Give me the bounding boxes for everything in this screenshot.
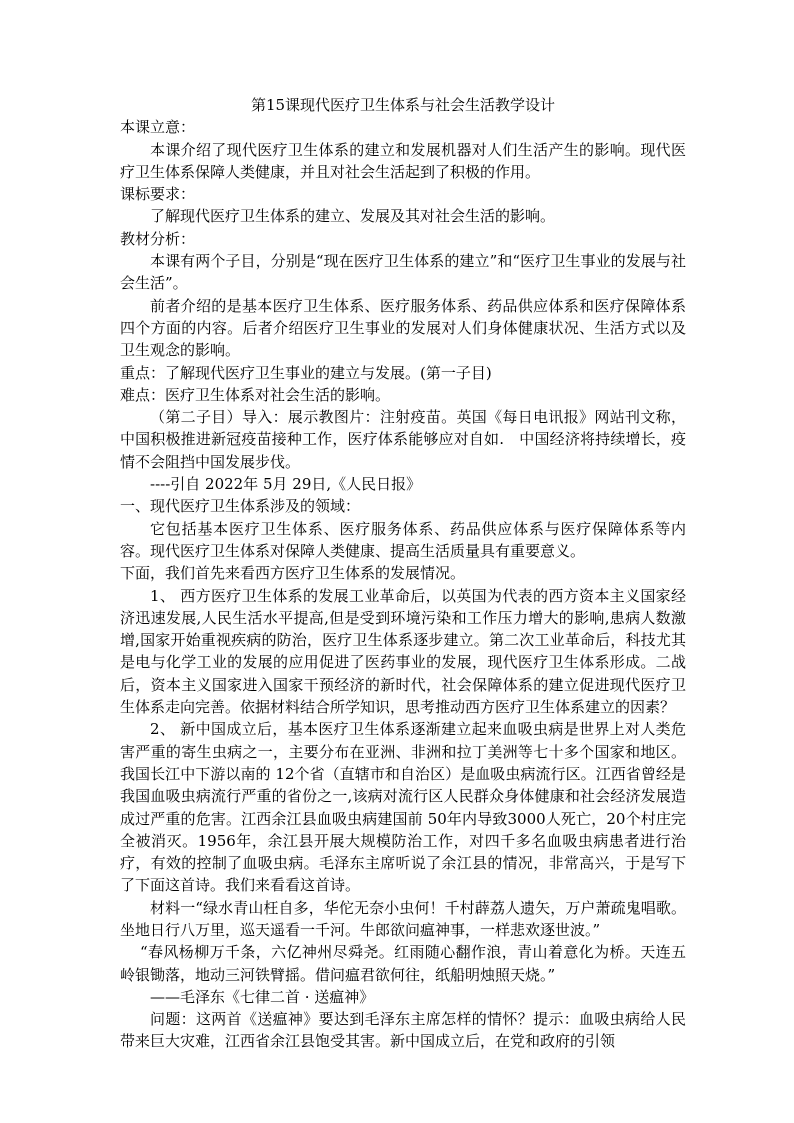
paragraph-analysis-2: 前者介绍的是基本医疗卫生体系、医疗服务体系、药品供应体系和医疗保障体系四个方面的内容。后者介绍医疗卫生事业的发展对人们身体健康状况、生活方式以及卫生观念的影响。 bbox=[120, 296, 686, 360]
paragraph-purpose: 本课介绍了现代医疗卫生体系的建立和发展机器对人们生活产生的影响。现代医疗卫生体系保障人类健康，并且对社会生活起到了积极的作用。 bbox=[120, 140, 686, 181]
difficult-point: 难点：医疗卫生体系对社会生活的影响。 bbox=[120, 385, 391, 404]
poem-two: “春风杨柳万千条，六亿神州尽舜尧。红雨随心翻作浪，青山着意化为桥。天连五岭银锄落，地动三河铁臂摇。借问瘟君欲何往，纸船明烛照天烧。” bbox=[120, 943, 686, 984]
citation-peoples-daily: ----引自 2022年 5月 29日,《人民日报》 bbox=[150, 475, 422, 494]
section-heading-analysis: 教材分析： bbox=[120, 229, 196, 248]
document-page bbox=[120, 94, 686, 1053]
paragraph-question: 问题：这两首《送瘟神》要达到毛泽东主席怎样的情怀？提示：血吸虫病给人民带来巨大灾难，江西省余江县饱受其害。新中国成立后，在党和政府的引领 bbox=[120, 1010, 686, 1051]
section-heading-standard: 课标要求： bbox=[120, 185, 196, 204]
section-heading-purpose: 本课立意： bbox=[120, 118, 196, 137]
paragraph-western-system: 1、 西方医疗卫生体系的发展工业革命后，以英国为代表的西方资本主义国家经济迅速发展,人民生活水平提高,但是受到环境污染和工作压力增大的影响,患病人数激增,国家开始重视疾病的防治，医疗卫生体系逐步建立。第二次工业革命后，科技尤其是电与化学工业的发展的应用促进了医药事业的发展，现代医疗卫生体系形成。二战后，资本主义国家进入国家干预经济的新时代，社会保障体系的建立促进现代医疗卫生体系走向完善。依据材料结合所学知识，思考推动西方医疗卫生体系建立的因素？ bbox=[120, 586, 686, 717]
document-title: 第15课现代医疗卫生体系与社会生活教学设计 bbox=[250, 96, 556, 114]
paragraph-standard: 了解现代医疗卫生体系的建立、发展及其对社会生活的影响。 bbox=[150, 207, 556, 226]
key-point: 重点：了解现代医疗卫生事业的建立与发展。(第一子目) bbox=[120, 363, 492, 382]
poem-one: 材料一“绿水青山枉自多，华佗无奈小虫何！千村薜荔人遗矢，万户萧疏鬼唱歌。坐地日行八万里，巡天遥看一千河。牛郎欲问瘟神事，一样悲欢逐世波。” bbox=[120, 898, 686, 939]
paragraph-new-china: 2、 新中国成立后，基本医疗卫生体系逐渐建立起来血吸虫病是世界上对人类危害严重的寄生虫病之一，主要分布在亚洲、非洲和拉丁美洲等七十多个国家和地区。我国长江中下游以南的 12个省（直辖市和自治区）是血吸虫病流行区。江西省曾经是我国血吸虫病流行严重的省份之一,该病对流行区人民群众身体健康和社会经济发展造成过严重的危害。江西余江县血吸虫病建国前 50年内导致3000人死亡，20个村庄完全被消灭。1956年，余江县开展大规模防治工作，对四千多名血吸虫病患者进行治疗，有效的控制了血吸虫病。毛泽东主席听说了余江县的情况，非常高兴，于是写下了下面这首诗。我们来看看这首诗。 bbox=[120, 720, 686, 895]
poem-attribution: ——毛泽东《七律二首 · 送瘟神》 bbox=[150, 987, 375, 1006]
paragraph-transition: 下面，我们首先来看西方医疗卫生体系的发展情况。 bbox=[120, 564, 466, 583]
paragraph-intro: （第二子目）导入：展示教图片：注射疫苗。英国《每日电讯报》网站刊文称，中国积极推进新冠疫苗接种工作，医疗体系能够应对自如. 中国经济将持续增长，疫情不会阻挡中国发展步伐。 bbox=[120, 408, 686, 471]
section-heading-fields: 一、现代医疗卫生体系涉及的领域： bbox=[120, 497, 361, 516]
paragraph-analysis-1: 本课有两个子目，分别是“现在医疗卫生体系的建立”和“医疗卫生事业的发展与社会生活”。 bbox=[120, 252, 686, 293]
paragraph-fields: 它包括基本医疗卫生体系、医疗服务体系、药品供应体系与医疗保障体系等内容。现代医疗卫生体系对保障人类健康、提高生活质量具有重要意义。 bbox=[120, 519, 686, 560]
